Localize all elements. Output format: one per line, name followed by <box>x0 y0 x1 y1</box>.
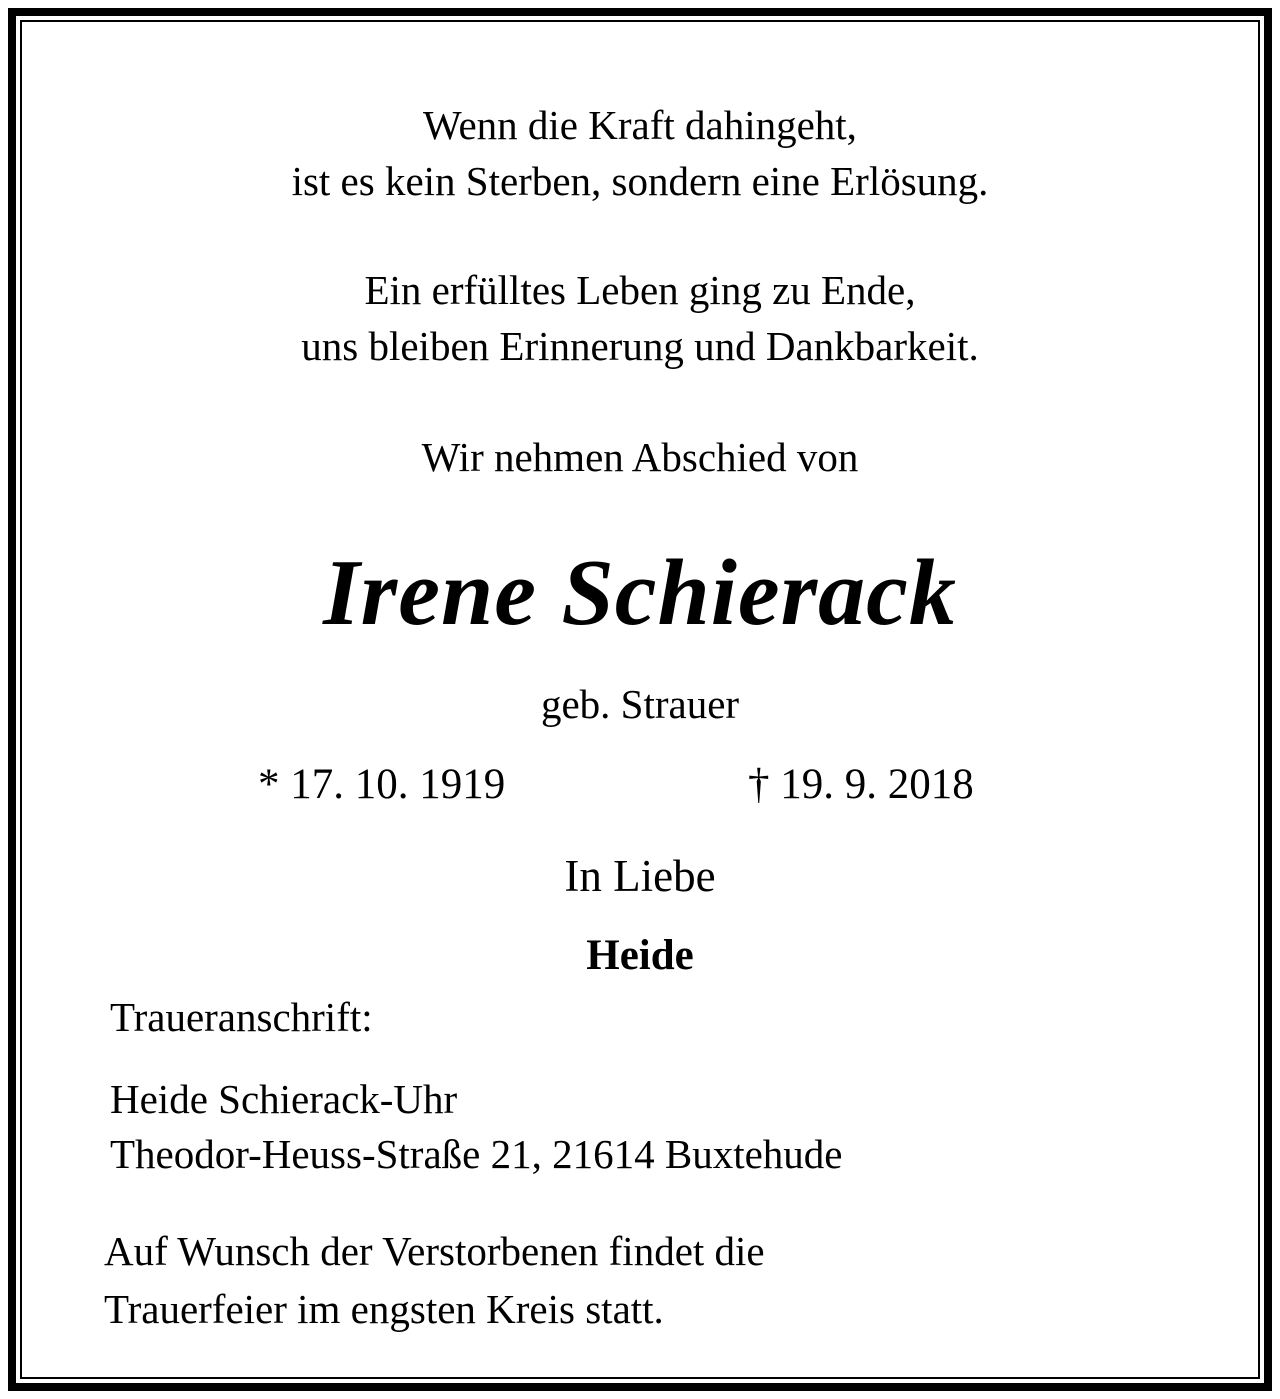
death-date: † 19. 9. 2018 <box>748 761 974 808</box>
opening-verse-line-1: Wenn die Kraft dahingeht, <box>423 102 857 148</box>
address-label: Traueranschrift: <box>110 994 373 1040</box>
closing-note-line-1: Auf Wunsch der Verstorbenen findet die <box>104 1228 765 1274</box>
address-street: Theodor-Heuss-Straße 21, 21614 Buxtehude <box>110 1131 843 1177</box>
deceased-name: Irene Schierack <box>323 541 957 645</box>
in-love-text: In Liebe <box>564 851 716 901</box>
signer-name: Heide <box>586 932 694 979</box>
maiden-name: geb. Strauer <box>540 681 740 727</box>
farewell-text: Wir nehmen Abschied von <box>421 434 859 480</box>
closing-note-line-2: Trauerfeier im engsten Kreis statt. <box>104 1286 664 1332</box>
second-verse-line-1: Ein erfülltes Leben ging zu Ende, <box>364 267 916 313</box>
second-verse-line-2: uns bleiben Erinnerung und Dankbarkeit. <box>301 323 979 369</box>
address-name: Heide Schierack-Uhr <box>110 1076 458 1122</box>
birth-date: * 17. 10. 1919 <box>258 761 506 808</box>
second-verse <box>0 262 1280 374</box>
opening-verse-line-2: ist es kein Sterben, sondern eine Erlösung. <box>291 158 989 204</box>
opening-verse <box>0 97 1280 209</box>
